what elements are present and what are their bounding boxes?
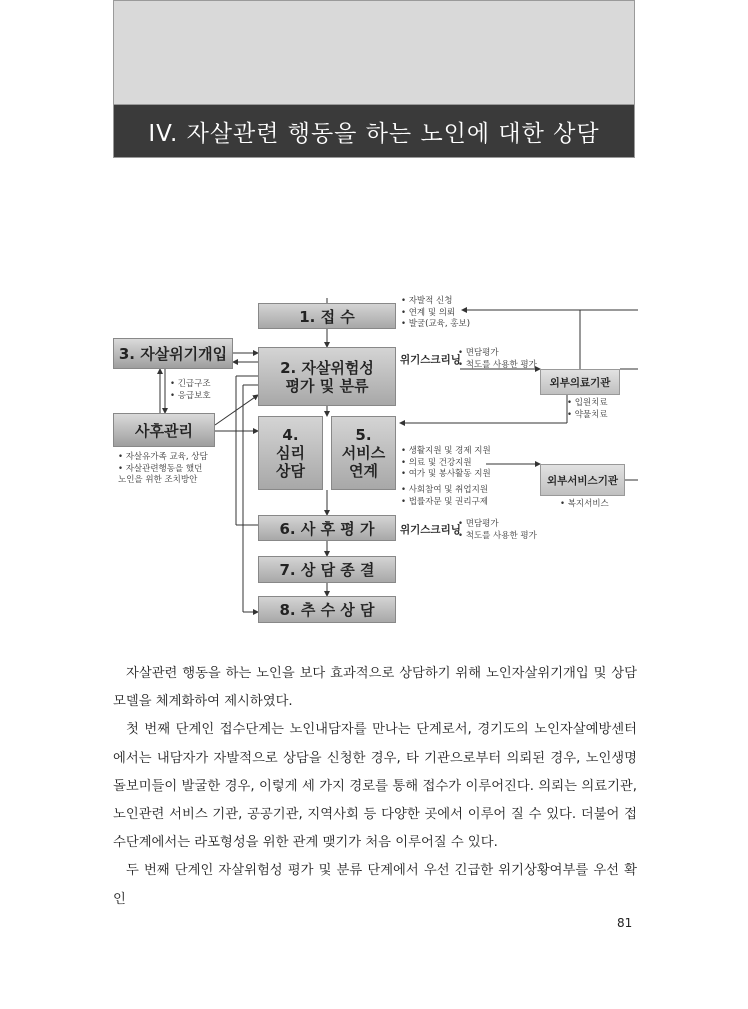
paragraph: 자살관련 행동을 하는 노인을 보다 효과적으로 상담하기 위해 노인자살위기개입 및 상담모델을 체계화하여 제시하였다. [113,666,637,710]
intake-note: • 연계 및 의뢰 [401,307,456,318]
step-service-link [331,416,396,490]
step-intake-label: 1. 접 수 [299,307,355,326]
crisis-notes [170,379,211,402]
step-post-evaluation [258,515,396,541]
paragraph: 첫 번째 단계인 접수단계는 노인내담자를 만나는 단계로서, 경기도의 노인자살예방센터에서는 내담자가 자발적으로 상담을 신청한 경우, 타 기관으로부터 의뢰된 경우, 노인생명돌보미들이 발굴한 경우, 이렇게 세 가지 경로를 통해 접수가 이루어진다. 의뢰는 의료기관, 노인관련 서비스 기관, 공공기관, 지역사회 등 다양한 곳에서 이루어 질 수 있다. 더불어 접수단계에서는 라포형성을 위한 관계 맺기가 처음 이루어질 수 있다. [113,722,637,851]
aftercare-box [113,413,215,447]
service-notes-upper [401,446,491,481]
crisis-note: • 긴급구조 [170,379,211,389]
screening-notes-2 [458,519,537,542]
service-note: • 생활지원 및 경제 지원 [401,446,491,456]
external-service-box [540,464,625,496]
medical-note: • 입원치료 [567,398,608,408]
intake-notes [401,296,470,331]
external-service-label: 외부서비스기관 [546,474,618,487]
service-note: • 사회참여 및 취업지원 [401,485,489,495]
screening-note: • 면담평가 [458,519,499,529]
step-counseling [258,416,323,490]
step-counseling-label-2: 심리 [276,444,305,462]
service-note: • 의료 및 건강지원 [401,457,472,468]
service-note: • 법률자문 및 권리구제 [401,496,489,507]
screening-label-1: 위기스크리닝 [400,354,461,366]
chapter-title: IV. 자살관련 행동을 하는 노인에 대한 상담 [148,120,600,147]
medical-note: • 약물치료 [567,409,608,420]
screening-label-2: 위기스크리닝 [400,524,461,536]
step-termination-label: 7. 상 담 종 결 [279,561,375,579]
step-counseling-label-1: 4. [282,426,299,444]
aftercare-notes [118,452,208,487]
screening-note: • 척도를 사용한 평가 [458,530,537,541]
body-text [113,660,637,914]
step-post-evaluation-label: 6. 사 후 평 가 [279,519,375,538]
step-termination [258,556,396,583]
service-notes-lower [401,485,488,508]
screening-note: • 척도를 사용한 평가 [458,359,537,370]
aftercare-note: 노인을 위한 조치방안 [118,475,198,485]
step-service-label-1: 5. [355,426,372,444]
welfare-note: • 복지서비스 [560,499,609,509]
step-follow-up [258,596,396,623]
aftercare-note: • 자살유가족 교육, 상담 [118,452,208,462]
step-service-label-2: 서비스 [341,444,386,462]
external-medical-box [540,369,620,395]
step-service-label-3: 연계 [349,462,378,480]
crisis-note: • 응급보호 [170,390,211,401]
step-follow-up-label: 8. 추 수 상 담 [279,601,375,619]
crisis-intervention-label: 3. 자살위기개입 [118,345,228,363]
step-risk-label-1: 2. 자살위험성 [280,358,374,377]
intake-note: • 자발적 신청 [401,296,453,306]
screening-note: • 면담평가 [458,348,499,358]
service-note: • 여가 및 봉사활동 지원 [401,469,491,479]
aftercare-label: 사후관리 [135,421,193,440]
crisis-intervention-box [113,338,233,369]
external-medical-label: 외부의료기관 [549,376,611,389]
medical-notes [567,398,608,421]
step-intake [258,303,396,329]
step-risk-label-2: 평가 및 분류 [285,376,369,395]
aftercare-note: • 자살관련행동을 했던 [118,463,203,474]
page-number: 81 [617,916,633,930]
step-risk-assessment [258,347,396,406]
paragraph: 두 번째 단계인 자살위험성 평가 및 분류 단계에서 우선 긴급한 위기상황여부를 우선 확인 [113,863,637,907]
screening-notes-1 [458,348,537,371]
intake-note: • 발굴(교육, 홍보) [401,319,471,329]
step-counseling-label-3: 상담 [276,462,305,480]
